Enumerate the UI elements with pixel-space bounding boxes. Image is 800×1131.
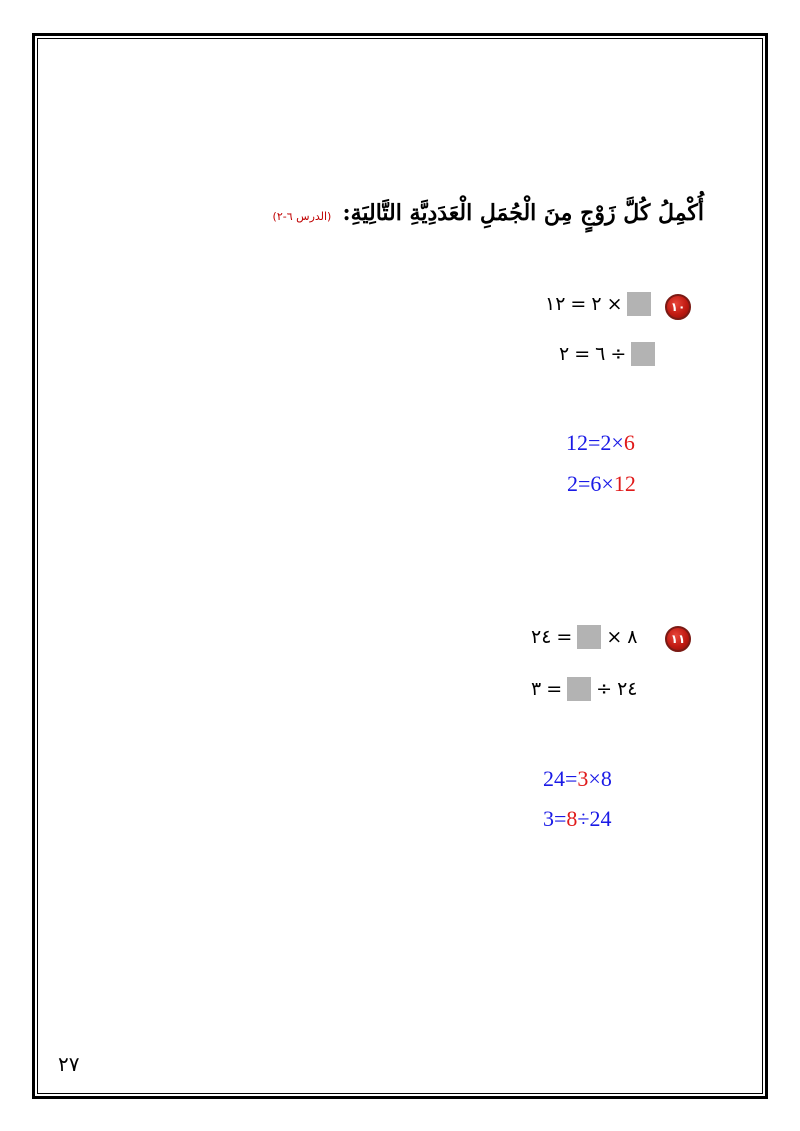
divide-sign: ÷ (596, 678, 613, 700)
equation-value: ٢٤ (531, 626, 552, 648)
problem-11-equation-1 (531, 625, 637, 649)
answer-number: 3 (543, 806, 554, 831)
page-border-inner (37, 38, 763, 1094)
multiply-sign: × (601, 471, 614, 496)
filled-answer: 8 (566, 806, 578, 831)
blank-answer-box[interactable] (627, 292, 651, 316)
equation-value: ٢ (591, 293, 602, 315)
equals-sign: = (588, 430, 601, 455)
problem-10-answer-2 (567, 471, 636, 497)
equals-sign: = (556, 626, 573, 648)
answer-number: 6 (590, 471, 602, 496)
equation-value: ٢٤ (617, 678, 638, 700)
equals-sign: = (570, 293, 587, 315)
problem-10-equation-2 (559, 342, 655, 366)
filled-answer: 6 (623, 430, 635, 455)
answer-number: 2 (567, 471, 578, 496)
problem-11-equation-2 (531, 677, 637, 701)
divide-sign: ÷ (577, 806, 590, 831)
equation-value: ٦ (595, 343, 606, 365)
multiply-sign: × (606, 293, 623, 315)
multiply-sign: × (611, 430, 624, 455)
answer-number: 24 (543, 766, 565, 791)
multiply-sign: × (606, 626, 623, 648)
equals-sign: = (546, 678, 563, 700)
equals-sign: = (554, 806, 567, 831)
equals-sign: = (565, 766, 578, 791)
answer-number: 2 (600, 430, 612, 455)
answer-number: 12 (566, 430, 588, 455)
divide-sign: ÷ (610, 343, 627, 365)
equation-value: ٨ (627, 626, 638, 648)
problem-number-badge: ١١ (665, 626, 691, 652)
page-number: ٢٧ (58, 1052, 80, 1076)
blank-answer-box[interactable] (577, 625, 601, 649)
multiply-sign: × (588, 766, 601, 791)
blank-answer-box[interactable] (631, 342, 655, 366)
equation-value: ١٢ (545, 293, 566, 315)
instruction-heading (273, 200, 704, 226)
equals-sign: = (578, 471, 591, 496)
blank-answer-box[interactable] (567, 677, 591, 701)
problem-10-answer-1 (566, 430, 635, 456)
filled-answer: 12 (613, 471, 636, 496)
answer-number: 24 (589, 806, 612, 831)
problem-number-badge: ١٠ (665, 294, 691, 320)
problem-11-answer-1 (543, 766, 612, 792)
filled-answer: 3 (577, 766, 589, 791)
answer-number: 8 (600, 766, 612, 791)
problem-10-equation-1 (545, 292, 651, 316)
equals-sign: = (574, 343, 591, 365)
equation-value: ٢ (559, 343, 570, 365)
instruction-text: أُكْمِلُ كُلَّ زَوْجٍ مِنَ الْجُمَلِ الْعَدَدِيَّةِ التَّالِيَةِ: (342, 200, 704, 226)
problem-11-answer-2 (543, 806, 612, 832)
equation-value: ٣ (531, 678, 542, 700)
lesson-reference: (الدرس ٦-٢) (272, 210, 332, 223)
